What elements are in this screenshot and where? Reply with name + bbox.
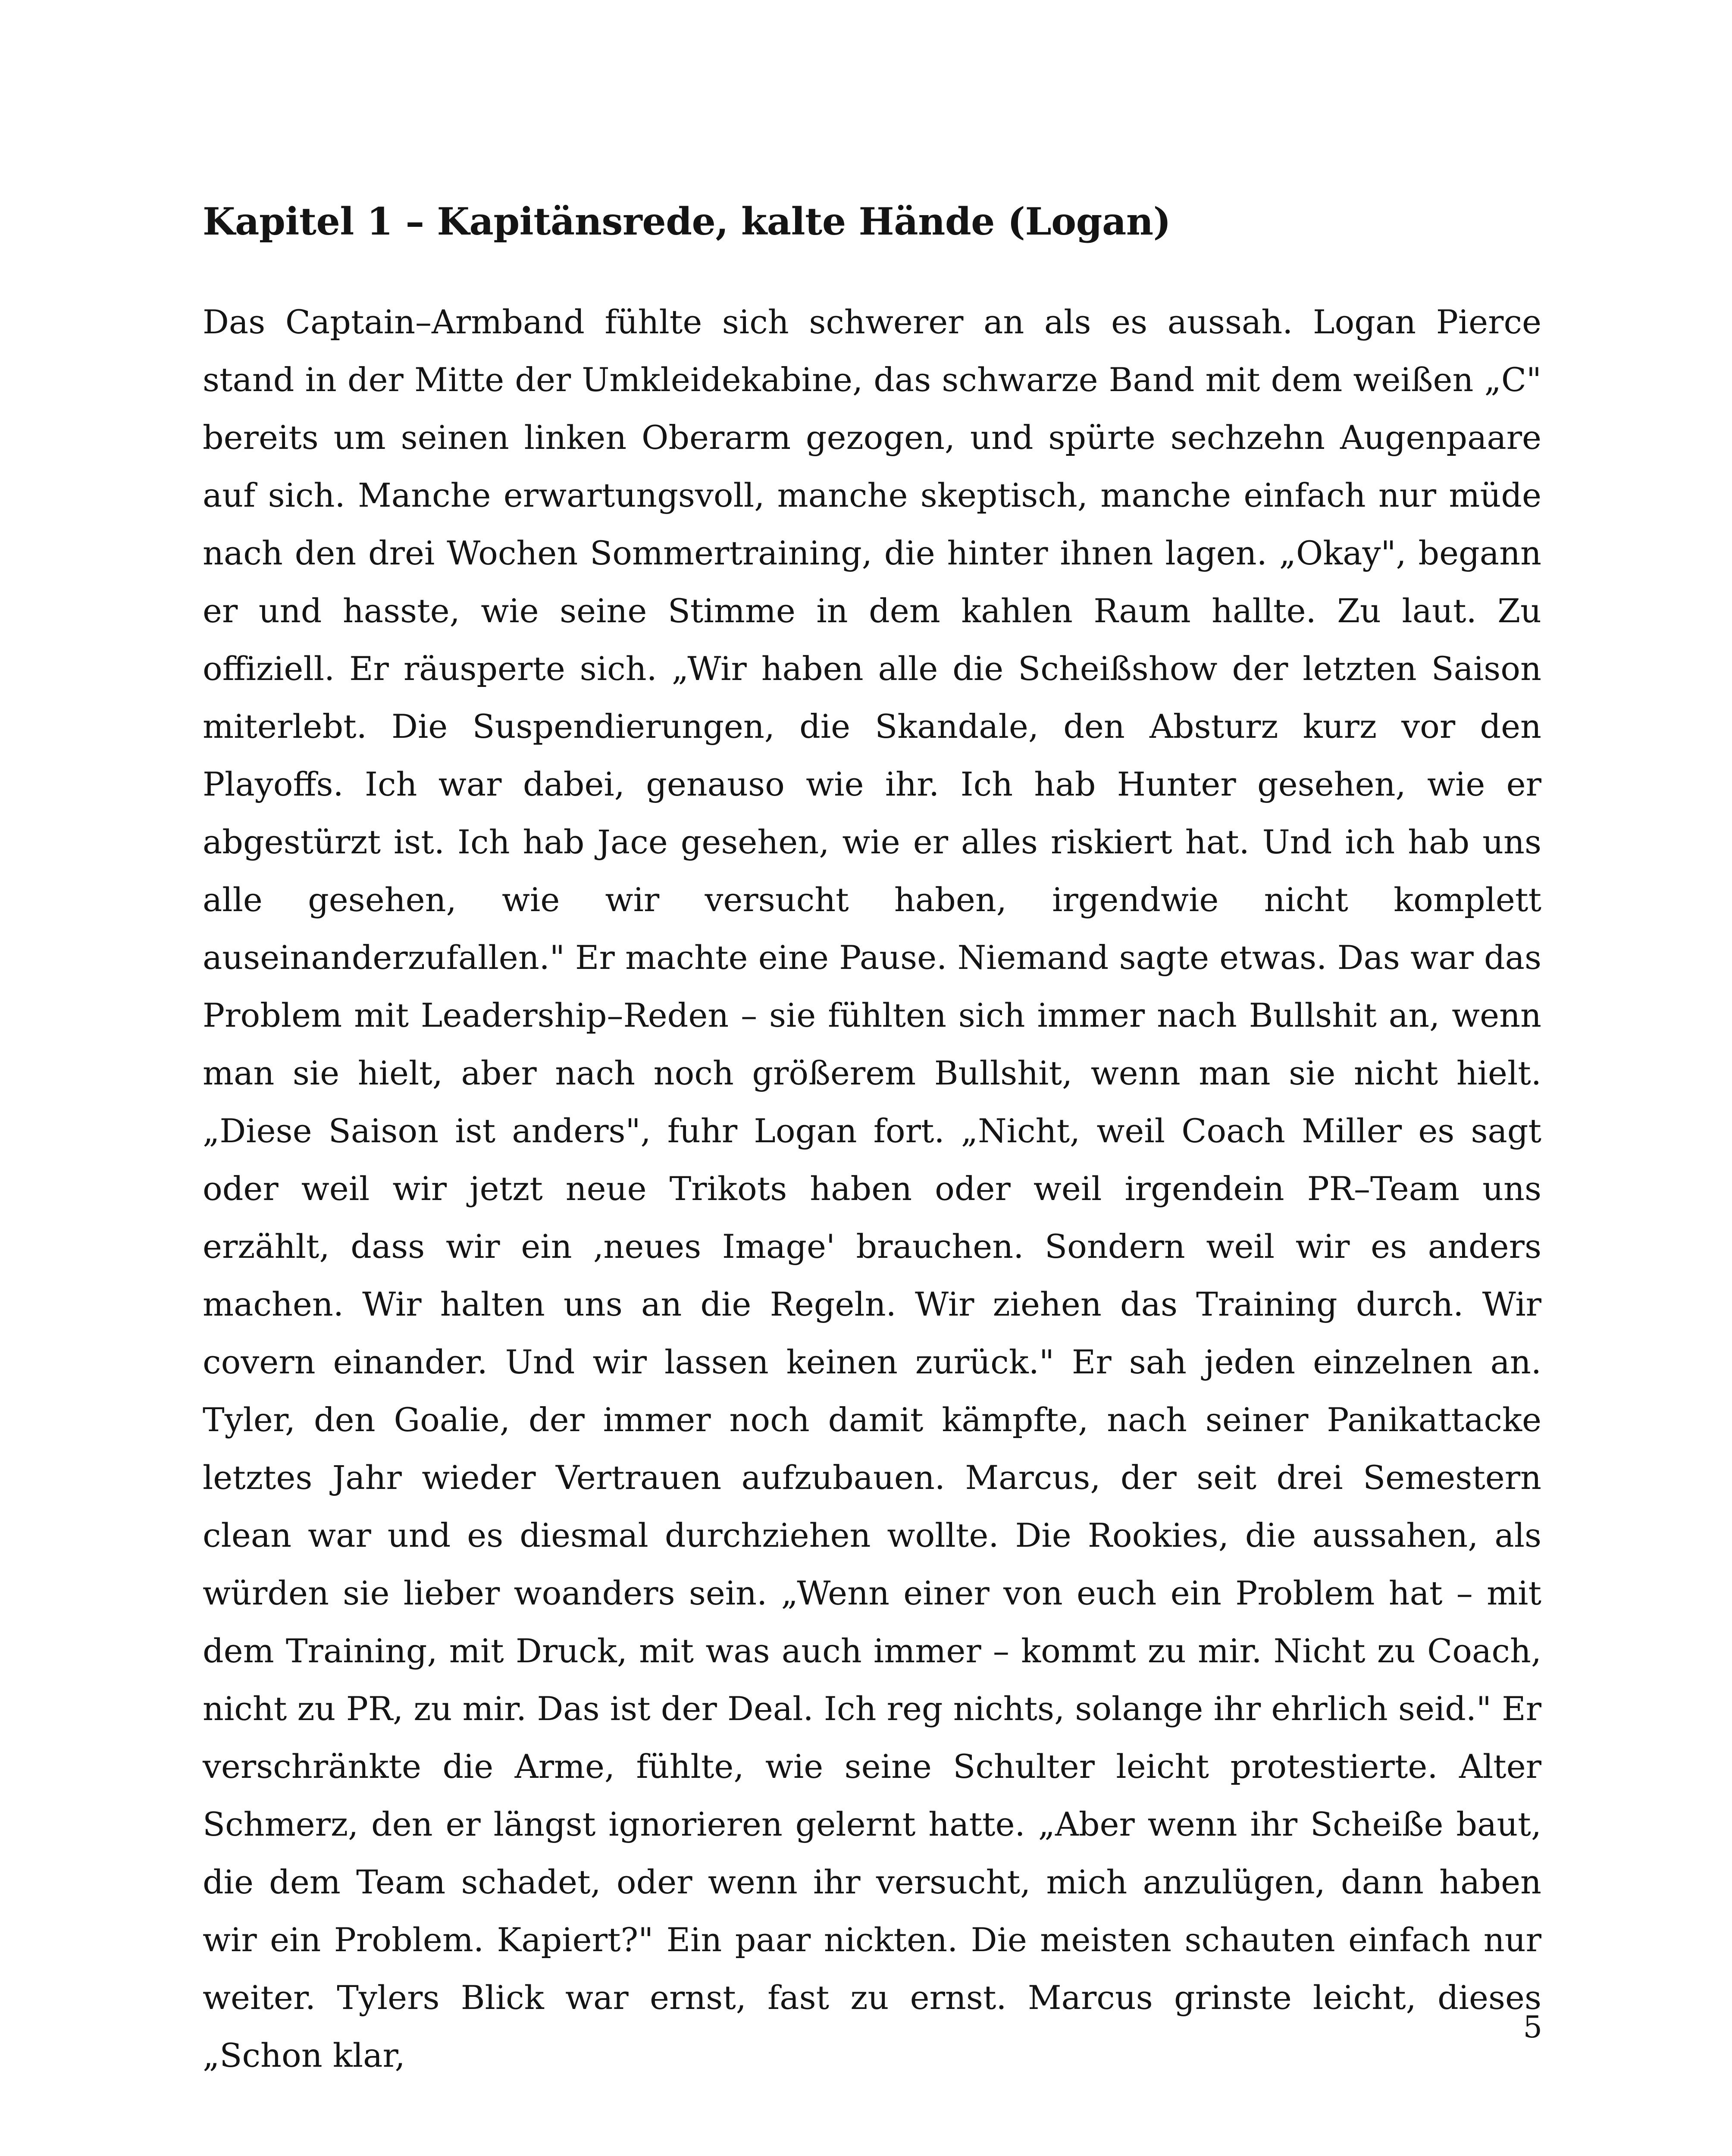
body-paragraph: Das Captain–Armband fühlte sich schwerer an als es aussah. Logan Pierce stand in der Mitte der Umkleidekabine, das schwarze Band mit dem weißen „C" bereits um seinen linken Oberarm gezogen, und spürte sechzehn Augenpaare auf sich. Manche erwartungsvoll, manche skeptisch, manche einfach nur müde nach den drei Wochen Sommertraining, die hinter ihnen lagen. „Okay", begann er und hasste, wie seine Stimme in dem kahlen Raum hallte. Zu laut. Zu offiziell. Er räusperte sich. „Wir haben alle die Scheißshow der letzten Saison miterlebt. Die Suspendierungen, die Skandale, den Absturz kurz vor den Playoffs. Ich war dabei, genauso wie ihr. Ich hab Hunter gesehen, wie er abgestürzt ist. Ich hab Jace gesehen, wie er alles riskiert hat. Und ich hab uns alle gesehen, wie wir versucht haben, irgendwie nicht komplett auseinanderzufallen." Er machte eine Pause. Niemand sagte etwas. Das war das Problem mit Leadership–Reden – sie fühlten sich immer nach Bullshit an, wenn man sie hielt, aber nach noch größerem Bullshit, wenn man sie nicht hielt. „Diese Saison ist anders", fuhr Logan fort. „Nicht, weil Coach Miller es sagt oder weil wir jetzt neue Trikots haben oder weil irgendein PR–Team uns erzählt, dass wir ein ‚neues Image' brauchen. Sondern weil wir es anders machen. Wir halten uns an die Regeln. Wir ziehen das Training durch. Wir covern einander. Und wir lassen keinen zurück." Er sah jeden einzelnen an. Tyler, den Goalie, der immer noch damit kämpfte, nach seiner Panikattacke letztes Jahr wieder Vertrauen aufzubauen. Marcus, der seit drei Semestern clean war und es diesmal durchziehen wollte. Die Rookies, die aussahen, als würden sie lieber woanders sein. „Wenn einer von euch ein Problem hat – mit dem Training, mit Druck, mit was auch immer – kommt zu mir. Nicht zu Coach, nicht zu PR, zu mir. Das ist der Deal. Ich reg nichts, solange ihr ehrlich seid." Er verschränkte die Arme, fühlte, wie seine Schulter leicht protestierte. Alter Schmerz, den er längst ignorieren gelernt hatte. „Aber wenn ihr Scheiße baut, die dem Team schadet, oder wenn ihr versucht, mich anzulügen, dann haben wir ein Problem. Kapiert?" Ein paar nickten. Die meisten schauten einfach nur weiter. Tylers Blick war ernst, fast zu ernst. Marcus grinste leicht, dieses „Schon klar, [203, 303, 1541, 2075]
page-number: 5 [1523, 2009, 1542, 2045]
chapter-title: Kapitel 1 – Kapitänsrede, kalte Hände (Logan) [203, 199, 1171, 244]
